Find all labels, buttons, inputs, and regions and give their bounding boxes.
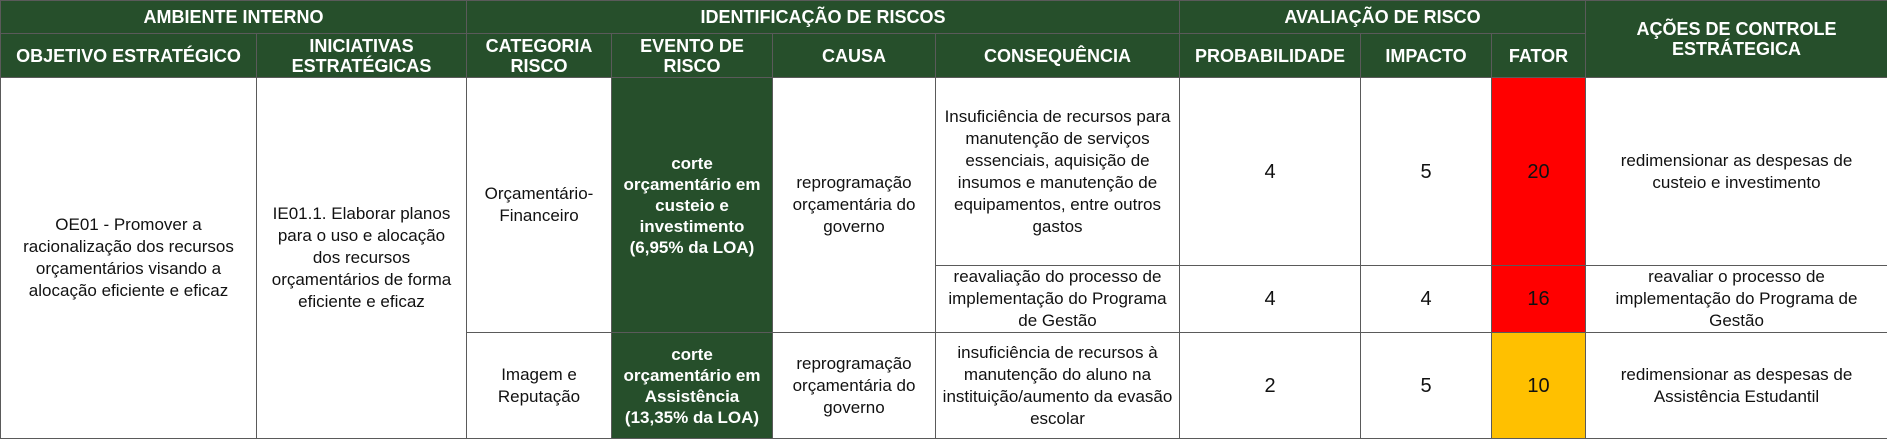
categoria-cell: Imagem e Reputação [467, 333, 612, 439]
probabilidade-cell: 2 [1180, 333, 1361, 439]
causa-cell: reprogramação orçamentária do governo [773, 333, 936, 439]
group-ambiente-interno: AMBIENTE INTERNO [1, 1, 467, 34]
col-causa: CAUSA [773, 34, 936, 78]
table-row [1, 78, 1887, 266]
col-probabilidade: PROBABILIDADE [1180, 34, 1361, 78]
consequencia-cell: Insuficiência de recursos para manutenção de serviços essenciais, aquisição de insumos e manutenção de equipamentos, entre outros gastos [936, 78, 1180, 266]
objetivo-cell: OE01 - Promover a racionalização dos recursos orçamentários visando a alocação eficiente e eficaz [1, 78, 257, 439]
group-avaliacao-risco: AVALIAÇÃO DE RISCO [1180, 1, 1586, 34]
impacto-cell: 5 [1361, 78, 1492, 266]
fator-cell: 16 [1492, 266, 1586, 333]
probabilidade-cell: 4 [1180, 78, 1361, 266]
acao-cell: reavaliar o processo de implementação do Programa de Gestão [1586, 266, 1887, 333]
fator-cell: 10 [1492, 333, 1586, 439]
evento-cell: corte orçamentário em Assistência (13,35% da LOA) [612, 333, 773, 439]
col-objetivo: OBJETIVO ESTRATÉGICO [1, 34, 257, 78]
iniciativa-cell: IE01.1. Elaborar planos para o uso e alocação dos recursos orçamentários de forma eficiente e eficaz [257, 78, 467, 439]
col-acoes-controle: AÇÕES DE CONTROLE ESTRÁTEGICA [1586, 1, 1887, 78]
categoria-cell: Orçamentário-Financeiro [467, 78, 612, 333]
header-group-row [1, 1, 1887, 34]
group-identificacao-riscos: IDENTIFICAÇÃO DE RISCOS [467, 1, 1180, 34]
col-fator: FATOR [1492, 34, 1586, 78]
impacto-cell: 5 [1361, 333, 1492, 439]
consequencia-cell: reavaliação do processo de implementação do Programa de Gestão [936, 266, 1180, 333]
col-categoria: CATEGORIA RISCO [467, 34, 612, 78]
fator-cell: 20 [1492, 78, 1586, 266]
impacto-cell: 4 [1361, 266, 1492, 333]
evento-cell: corte orçamentário em custeio e investimento (6,95% da LOA) [612, 78, 773, 333]
acao-cell: redimensionar as despesas de custeio e investimento [1586, 78, 1887, 266]
acao-cell: redimensionar as despesas de Assistência Estudantil [1586, 333, 1887, 439]
causa-cell: reprogramação orçamentária do governo [773, 78, 936, 333]
col-impacto: IMPACTO [1361, 34, 1492, 78]
col-evento: EVENTO DE RISCO [612, 34, 773, 78]
consequencia-cell: insuficiência de recursos à manutenção do aluno na instituição/aumento da evasão escolar [936, 333, 1180, 439]
col-consequencia: CONSEQUÊNCIA [936, 34, 1180, 78]
col-iniciativas: INICIATIVAS ESTRATÉGICAS [257, 34, 467, 78]
probabilidade-cell: 4 [1180, 266, 1361, 333]
